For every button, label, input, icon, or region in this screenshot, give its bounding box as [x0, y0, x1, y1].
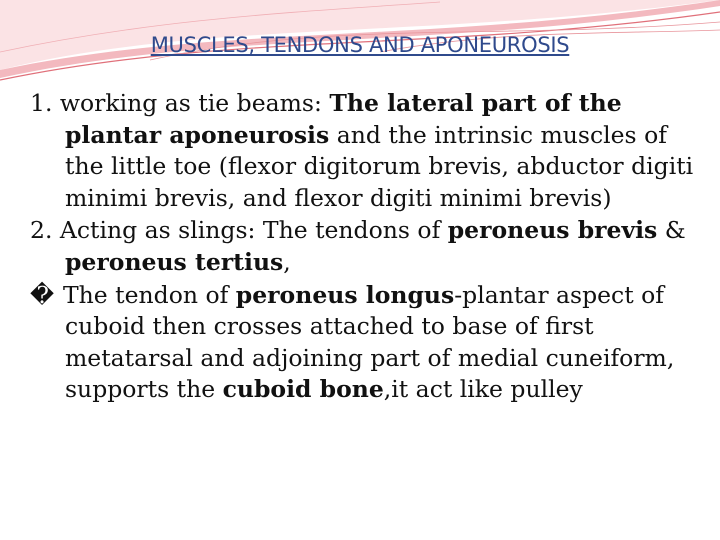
list-item-marker: 2.	[30, 216, 53, 245]
slide-body	[30, 88, 705, 407]
list-item-text: ,	[283, 247, 291, 276]
list-item-text: Acting as slings: The tendons of	[52, 216, 448, 245]
list-item-text: working as tie beams:	[52, 89, 330, 117]
slide-title-text: MUSCLES, TENDONS AND APONEUROSIS	[150, 33, 570, 57]
list-item-text: ,it act like pulley	[383, 375, 583, 404]
bold-term: peroneus brevis	[447, 216, 658, 245]
slide-title	[0, 33, 720, 57]
list-item	[30, 280, 705, 406]
bold-term: The lateral part of the plantar aponeurosis	[65, 89, 622, 149]
list-item-marker: 1.	[30, 89, 53, 117]
list-item-text: -plantar aspect of cuboid then crosses attached to base of first metatarsal and adjoining part of medial cuneiform, supports the	[65, 280, 675, 404]
bold-term: peroneus longus	[235, 280, 455, 309]
list-item-text: &	[657, 216, 686, 245]
bold-term: cuboid bone	[222, 375, 384, 404]
list-item-marker: �	[30, 280, 55, 309]
bold-term: peroneus tertius	[65, 247, 284, 276]
list-item-text: The tendon of	[63, 280, 236, 309]
list-item	[30, 215, 705, 278]
list-item	[30, 88, 705, 214]
list-item-text: and the intrinsic muscles of the little toe (flexor digitorum brevis, abductor digiti minimi brevis, and flexor digiti minimi brevis)	[65, 120, 694, 212]
